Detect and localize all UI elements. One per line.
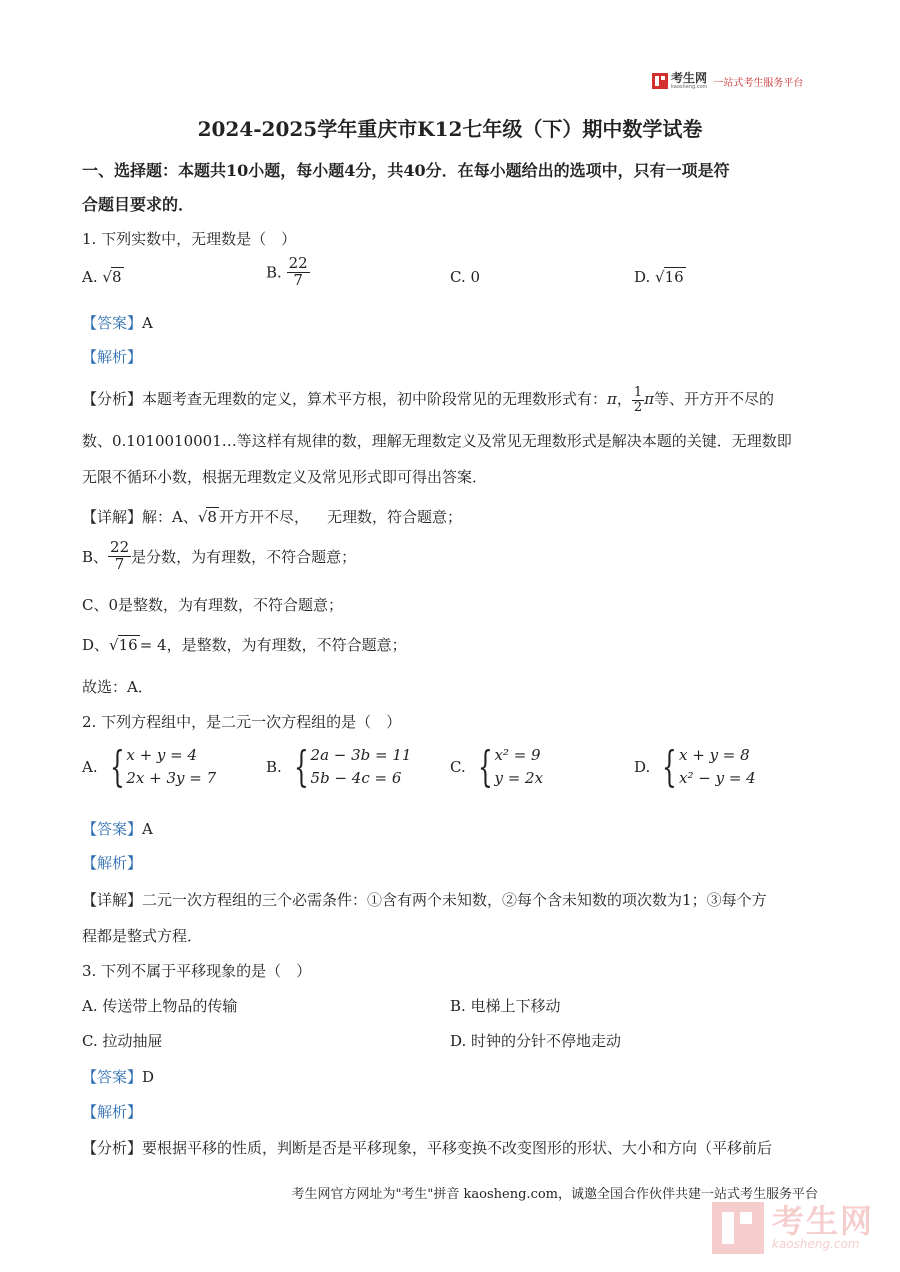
q2-b-eq1: 2a − 3b = 11 (310, 746, 412, 764)
q3-fenxi-text1: 要根据平移的性质，判断是否是平移现象，平移变换不改变图形的形状、大小和方向（平移前后 (142, 1139, 773, 1157)
q3-answer (82, 1066, 154, 1087)
q1-analysis-tag: 【解析】 (82, 348, 143, 366)
q2-detail-line2: 程都是整式方程． (82, 927, 203, 945)
section-header-line2: 合题目要求的． (82, 195, 195, 214)
q3-option-b: B. 电梯上下移动 (450, 997, 561, 1015)
q1-detail-tag: 【详解】 (82, 508, 143, 526)
q3-option-d: D. 时钟的分针不停地走动 (450, 1032, 622, 1050)
q1-a-label: A. (82, 268, 98, 286)
q1-stem: 1. 下列实数中，无理数是（ ） (82, 230, 297, 248)
footer-text: 考生网官方网址为"考生"拼音 kaosheng.com，诚邀全国合作伙伴共建一站式考生服务平台 (291, 1187, 818, 1202)
q1-fenxi-line3: 无限不循环小数，根据无理数定义及常见形式即可得出答案． (82, 468, 488, 486)
q1-detail-radicand: 8 (207, 508, 217, 526)
q1-detail-b-prefix: B、 (82, 547, 109, 566)
q1-fenxi-tag: 【分析】 (82, 390, 143, 409)
q1-detail-line1 (82, 506, 462, 527)
q1-option-b (266, 256, 310, 289)
q1-pi: π (607, 390, 617, 409)
q2-option-d (634, 741, 756, 791)
q2-option-c (450, 741, 544, 791)
header-logo (652, 72, 803, 90)
page-title: 2024-2025学年重庆市K12七年级（下）期中数学试卷 (197, 117, 703, 141)
sqrt-icon: √8 (102, 268, 122, 286)
q1-b-num: 22 (288, 254, 308, 272)
q2-detail-tag: 【详解】 (82, 891, 143, 909)
q1-option-a (82, 268, 124, 286)
brace-icon: { (662, 741, 677, 791)
q3-stem: 3. 下列不属于平移现象的是（ ） (82, 962, 312, 980)
q3-fenxi-tag: 【分析】 (82, 1139, 143, 1157)
q3-analysis-tag: 【解析】 (82, 1103, 143, 1121)
q2-a-eq1: x + y = 4 (126, 746, 198, 764)
q2-c-eq2: y = 2x (494, 768, 544, 787)
q1-b-den: 7 (293, 270, 303, 289)
q1-detail-d-text: ，是整数，为有理数，不符合题意； (166, 636, 407, 654)
q1-detail-1b: 开方开不尽， (218, 508, 309, 526)
q2-answer-value: A (142, 820, 153, 838)
q2-answer (82, 818, 153, 839)
logo-sub: kaosheng.com (671, 84, 708, 90)
brace-icon: { (109, 741, 125, 791)
q1-option-c: C. 0 (450, 268, 481, 286)
sqrt-icon: √8 (197, 508, 217, 526)
q1-answer (82, 312, 153, 333)
brace-icon: { (477, 741, 493, 791)
sqrt-icon: √16 (109, 636, 138, 654)
q1-detail-d-eq: = 4 (139, 636, 167, 654)
q1-fenxi-line2: 数、0.1010010001…等这样有规律的数，理解无理数定义及常见无理数形式是解决本题的关键．无理数即 (82, 432, 792, 450)
q2-d-eq2: x² − y = 4 (679, 768, 756, 787)
q1-detail-b (82, 540, 356, 573)
q3-option-c: C. 拉动抽屉 (82, 1032, 163, 1050)
q2-option-b (266, 741, 412, 791)
q1-detail-d-prefix: D、 (82, 636, 110, 654)
q1-conclusion: 故选：A． (82, 678, 153, 696)
q1-option-d (634, 268, 686, 286)
q1-fenxi-text1: 本题考查无理数的定义，算术平方根，初中阶段常见的无理数形式有： (142, 390, 608, 409)
watermark-name: 考生网 (772, 1202, 875, 1240)
q2-b-eq2: 5b − 4c = 6 (310, 768, 402, 787)
q1-answer-value: A (142, 314, 153, 332)
q2-option-a (82, 741, 217, 791)
q2-stem: 2. 下列方程组中，是二元一次方程组的是（ ） (82, 713, 402, 731)
q1-half-den: 2 (633, 399, 643, 415)
q2-detail-line1 (82, 889, 767, 910)
q3-answer-tag: 【答案】 (82, 1068, 143, 1086)
q1-d-radicand: 16 (664, 268, 684, 286)
q1-detail-b-fraction (108, 540, 131, 573)
watermark-url: kaosheng.com (772, 1237, 860, 1251)
q1-detail-1a: 解：A、 (142, 508, 198, 526)
header-slogan: 一站式考生服务平台 (713, 77, 804, 89)
watermark-logo (712, 1197, 892, 1259)
q1-half-fraction (632, 386, 644, 414)
q1-fenxi-line1: 【分析】本题考查无理数的定义，算术平方根，初中阶段常见的无理数形式有：π， $\frac{1}{2}$ π等、开方开不尽的 (82, 385, 775, 415)
section-header-line1: 一、选择题：本题共10小题，每小题4分，共40分．在每小题给出的选项中，只有一项是符 (82, 161, 730, 180)
q3-fenxi-line1 (82, 1137, 772, 1158)
q1-b-fraction (287, 256, 310, 289)
q1-detail-d (82, 634, 407, 655)
q2-c-label: C. (450, 757, 466, 776)
q1-detail-b-text: 是分数，为有理数，不符合题意； (131, 547, 357, 566)
q1-b-label: B. (266, 263, 282, 282)
q1-a-radicand: 8 (111, 268, 122, 286)
q2-a-eq2: 2x + 3y = 7 (126, 768, 217, 787)
sqrt-icon: √16 (655, 268, 684, 286)
q2-b-label: B. (266, 757, 282, 776)
q1-half-num: 1 (633, 385, 643, 400)
q2-detail-text1: 二元一次方程组的三个必需条件：①含有两个未知数，②每个含未知数的项次数为1；③每个方 (142, 891, 767, 909)
q1-detail-b-num: 22 (110, 538, 130, 556)
q2-d-eq1: x + y = 8 (679, 746, 750, 764)
q2-answer-tag: 【答案】 (82, 820, 143, 838)
q3-option-a: A. 传送带上物品的传输 (82, 997, 238, 1015)
q3-answer-value: D (142, 1068, 155, 1086)
brace-icon: { (293, 741, 309, 791)
watermark-icon (712, 1202, 764, 1254)
q1-detail-1c: 无理数，符合题意； (326, 508, 462, 526)
q2-a-label: A. (82, 757, 98, 776)
logo-name: 考生网 (671, 71, 708, 85)
q1-answer-tag: 【答案】 (82, 314, 143, 332)
q1-detail-b-den: 7 (114, 554, 125, 573)
q1-d-label: D. (634, 268, 651, 286)
logo-icon (652, 73, 668, 89)
q1-fenxi-text1b: 等、开方开不尽的 (654, 390, 775, 409)
q2-analysis-tag: 【解析】 (82, 854, 143, 872)
q2-d-label: D. (634, 757, 651, 776)
q1-detail-c: C、0是整数，为有理数，不符合题意； (82, 596, 344, 614)
q2-c-eq1: x² = 9 (494, 746, 541, 764)
q1-pi-2: π (644, 390, 655, 409)
q1-detail-d-radicand: 16 (118, 636, 138, 654)
